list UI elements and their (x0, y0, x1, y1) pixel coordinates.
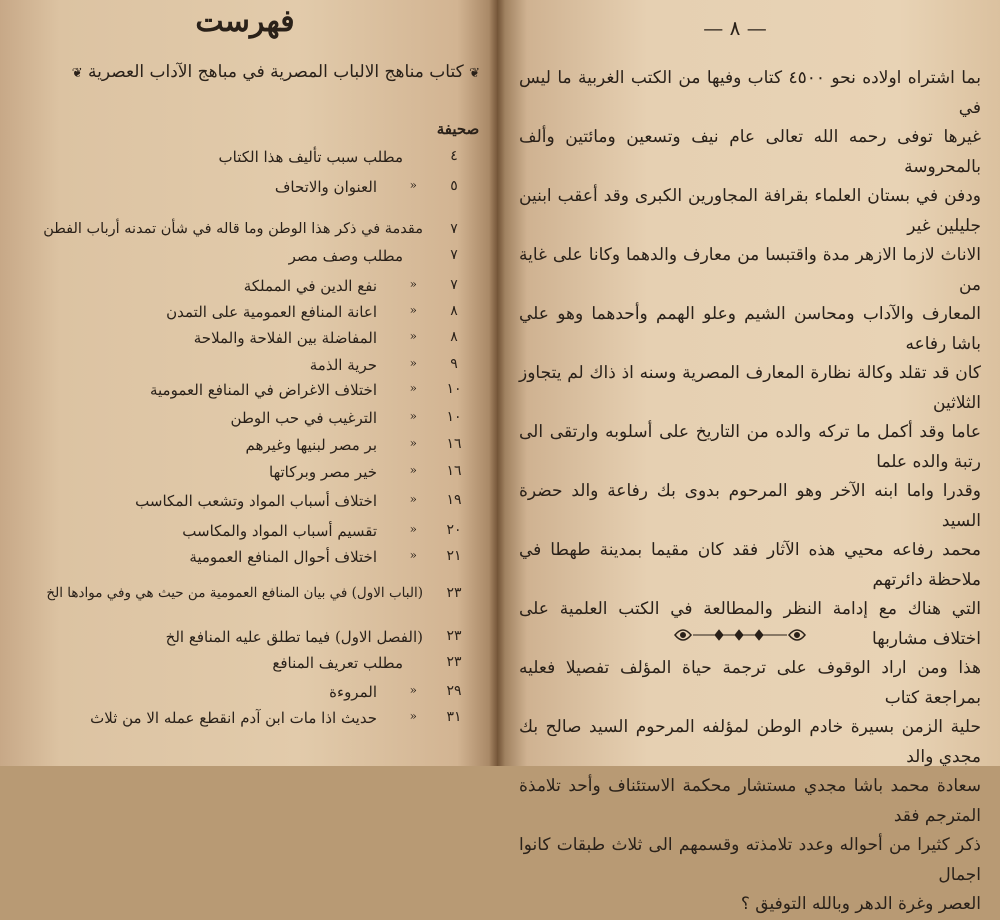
body-text-line: محمد رفاعه محيي هذه الآثار فقد كان مقيما بمدينة طهطا في ملاحظة دائرتهم (519, 540, 981, 590)
toc-page-number: ٨ (450, 303, 458, 319)
toc-entry (20, 628, 475, 654)
toc-ditto-mark: « (409, 709, 417, 723)
toc-page-number: ٢١ (446, 548, 462, 564)
toc-title: فهرست (195, 4, 295, 39)
toc-page-number: ١٠ (446, 409, 462, 425)
toc-entry-title: اختلاف الاغراض في المنافع العمومية (149, 381, 377, 399)
toc-entry-title: اختلاف أحوال المنافع العمومية (189, 548, 377, 566)
toc-ditto-mark: « (409, 492, 417, 506)
book-title-text: كتاب مناهج الالباب المصرية في مباهج الآداب العصرية (88, 62, 464, 82)
toc-entry (20, 247, 475, 273)
toc-list (0, 0, 497, 766)
toc-ditto-mark: « (409, 356, 417, 370)
toc-entry-title: حديث اذا مات ابن آدم انقطع عمله الا من ثلاث (90, 709, 377, 727)
toc-page-number: ٨ (450, 329, 458, 345)
toc-ditto-mark: « (409, 277, 417, 291)
toc-entry-title: نفع الدين في المملكة (243, 277, 377, 295)
toc-entry (20, 303, 475, 329)
toc-page-number: ٤ (450, 148, 458, 164)
toc-entry (20, 522, 475, 548)
book-gutter (489, 0, 505, 766)
toc-ditto-mark: « (409, 329, 417, 343)
toc-ditto-mark: « (409, 178, 417, 192)
body-text-line: التي هناك مع إدامة النظر والمطالعة في الكتب العلمية على اختلاف مشاربها (519, 599, 981, 649)
toc-entry-title: اختلاف أسباب المواد وتشعب المكاسب (135, 492, 377, 510)
body-text-line: هذا ومن اراد الوقوف على ترجمة حياة المؤلف تفصيلا فعليه بمراجعة كتاب (519, 658, 981, 708)
toc-page-number: ١٩ (446, 492, 462, 508)
toc-entry-title: بر مصر لبنيها وغيرهم (245, 436, 377, 454)
toc-ditto-mark: « (409, 522, 417, 536)
ornament-icon: ❦ (71, 66, 83, 81)
toc-entry (20, 683, 475, 709)
body-text-line: كان قد تقلد وكالة نظارة المعارف المصرية وسنه اذ ذاك لم يتجاوز الثلاثين (519, 363, 981, 413)
toc-page-number: ٢٣ (446, 654, 462, 670)
body-text-line: سعادة محمد باشا مجدي مستشار محكمة الاستئناف وأحد تلامذة المترجم فقد (519, 776, 981, 826)
toc-entry (20, 356, 475, 382)
left-page-table-of-contents (0, 0, 497, 766)
toc-entry (20, 492, 475, 518)
toc-entry-title: المروءة (329, 683, 377, 701)
toc-ditto-mark: « (409, 683, 417, 697)
body-text-line: المعارف والآداب ومحاسن الشيم وعلو الهمم وأحدهما وهو علي باشا رفاعه (519, 304, 981, 354)
page-column-header: صحيفة (436, 120, 480, 138)
toc-entry (20, 585, 475, 611)
toc-ditto-mark: « (409, 463, 417, 477)
toc-entry-title: (الفصل الاول) فيما تطلق عليه المنافع الخ (165, 628, 423, 646)
toc-entry (20, 548, 475, 574)
toc-ditto-mark: « (409, 548, 417, 562)
toc-entry (20, 148, 475, 174)
toc-entry-title: مطلب وصف مصر (288, 247, 403, 265)
page-number: — ٨ — (703, 16, 767, 40)
toc-page-number: ٧ (450, 277, 458, 293)
body-text-line: غيرها توفى رحمه الله تعالى عام نيف وتسعين ومائتين وألف بالمحروسة (519, 127, 981, 177)
toc-entry-title: تقسيم أسباب المواد والمكاسب (182, 522, 377, 540)
body-text-line: بما اشتراه اولاده نحو ٤٥٠٠ كتاب وفيها من الكتب الغربية ما ليس في (519, 68, 981, 118)
toc-entry-title: خير مصر وبركاتها (269, 463, 377, 481)
toc-entry-title: (الباب الاول) في بيان المنافع العمومية من حيث هي وفي موادها الخ (46, 585, 423, 601)
toc-page-number: ٣١ (446, 709, 462, 725)
body-text-line: ذكر كثيرا من أحواله وعدد تلامذته وقسمهم الى ثلاث طبقات كانوا اجمال (519, 835, 981, 885)
toc-entry (20, 463, 475, 489)
toc-page-number: ٧ (450, 221, 458, 237)
toc-ditto-mark: « (409, 409, 417, 423)
toc-page-number: ٢٠ (446, 522, 462, 538)
toc-entry (20, 436, 475, 462)
toc-page-number: ٢٩ (446, 683, 462, 699)
toc-entry (20, 329, 475, 355)
toc-entry-title: مطلب تعريف المنافع (272, 654, 403, 672)
toc-entry-title: مطلب سبب تأليف هذا الكتاب (218, 148, 403, 166)
body-text-line: حلية الزمن بسيرة خادم الوطن لمؤلفه المرحوم السيد صالح بك مجدي والد (519, 717, 981, 767)
toc-page-number: ٢٣ (446, 585, 462, 601)
toc-ditto-mark: « (409, 303, 417, 317)
body-text (519, 64, 981, 920)
body-text-line: الاناث لازما الازهر مدة واقتبسا من معارف والدهما وكانا على غاية من (519, 245, 981, 295)
toc-entry-title: اعانة المنافع العمومية على التمدن (166, 303, 377, 321)
toc-entry-title: الترغيب في حب الوطن (230, 409, 377, 427)
toc-page-number: ٩ (450, 356, 458, 372)
body-text-line: وقدرا واما ابنه الآخر وهو المرحوم بدوى بك رفاعة والد حضرة السيد (519, 481, 981, 531)
toc-entry (20, 277, 475, 303)
toc-ditto-mark: « (409, 436, 417, 450)
toc-page-number: ١٠ (446, 381, 462, 397)
toc-entry (20, 381, 475, 407)
ornament-icon: ❦ (469, 66, 480, 81)
toc-entry (20, 178, 475, 204)
toc-page-number: ٧ (450, 247, 458, 263)
toc-entry (20, 221, 475, 247)
toc-page-number: ١٦ (446, 463, 462, 479)
toc-entry (20, 709, 475, 735)
right-page-text (497, 0, 1000, 914)
toc-page-number: ٥ (450, 178, 458, 194)
body-text-line: العصر وغرة الدهر وبالله التوفيق ؟ (740, 894, 981, 914)
toc-entry-title: مقدمة في ذكر هذا الوطن وما قاله في شأن تمدنه أرباب الفطن (43, 221, 423, 237)
toc-page-number: ٢٣ (446, 628, 462, 644)
toc-entry-title: حرية الذمة (309, 356, 377, 374)
toc-entry-title: العنوان والاتحاف (274, 178, 377, 196)
toc-ditto-mark: « (409, 381, 417, 395)
toc-entry (20, 654, 475, 680)
body-text-line: عاما وقد أكمل ما تركه والده من التاريخ على أسلوبه وارتقى الى رتبة والده علما (519, 422, 981, 472)
toc-entry-title: المفاضلة بين الفلاحة والملاحة (193, 329, 377, 347)
toc-page-number: ١٦ (446, 436, 462, 452)
end-ornament-icon (665, 620, 815, 650)
toc-entry (20, 409, 475, 435)
body-text-line: ودفن في بستان العلماء بقرافة المجاورين الكبرى وقد أعقب ابنين جليلين غير (519, 186, 981, 236)
